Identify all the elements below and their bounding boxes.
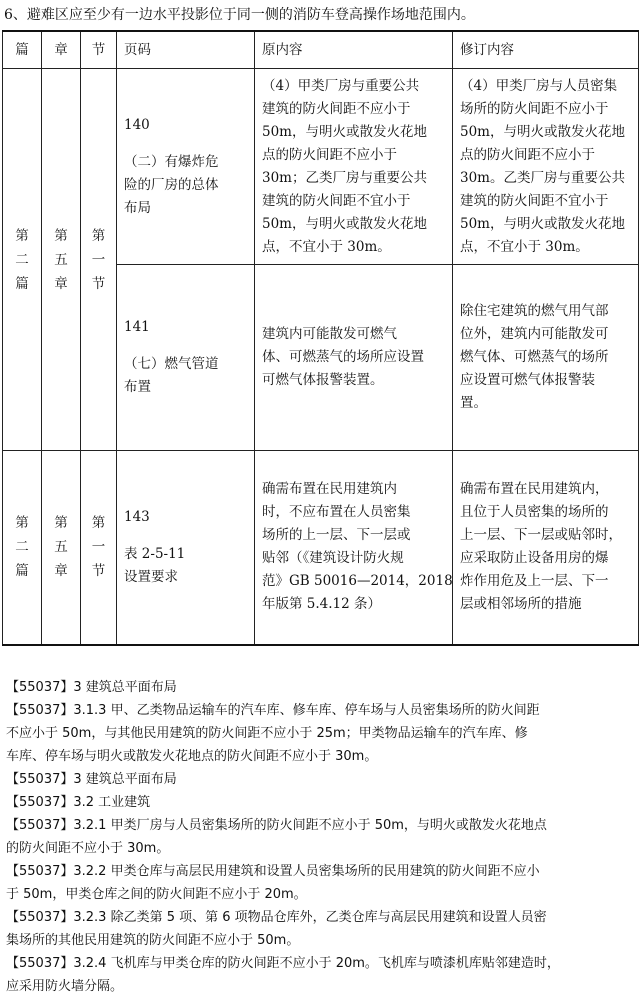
cell-text-line: 年版第 5.4.12 条）: [262, 596, 382, 613]
note-line: 集场所的其他民用建筑的防火间距不应小于 50m。: [6, 933, 300, 948]
original-cell: [255, 451, 453, 645]
cell-text-line: 时，不应布置在人员密集: [262, 504, 411, 521]
cell-text-line: （4）甲类厂房与人员密集: [460, 77, 618, 94]
revised-cell: [453, 69, 639, 265]
cell-text-line: 50m，与明火或散发火花地: [460, 123, 625, 140]
note-line: 的防火间距不应小于 30m。: [6, 841, 170, 856]
section-title-line: 险的厂房的总体: [124, 176, 219, 193]
revised-cell: [453, 265, 639, 451]
cell-text-line: 炸作用危及上一层、下一: [460, 573, 609, 590]
note-line: 【55037】3.2.4 飞机库与甲类仓库的防火间距不应小于 20m。飞机库与喷漆机库贴邻建造时，: [6, 956, 560, 971]
cell-text-line: 范》GB 50016—2014，2018: [262, 573, 453, 590]
cell-text-line: 点的防火间距不应小于: [460, 146, 595, 163]
revised-cell: [453, 451, 639, 645]
original-cell: [255, 265, 453, 451]
cell-text-line: 点，不宜小于 30m。: [460, 238, 589, 255]
cell-text-line: 场所的上一层、下一层或: [262, 527, 411, 544]
note-line: 【55037】3.2 工业建筑: [6, 795, 151, 810]
jie-cell: 第一节: [81, 69, 117, 451]
cell-text-line: 贴邻（《建筑设计防火规: [262, 550, 404, 567]
note-line: 于 50m，甲类仓库之间的防火间距不应小于 20m。: [6, 887, 307, 902]
cell-text-line: 30m。乙类厂房与重要公共: [460, 169, 625, 186]
section-title-line: 布置: [124, 379, 151, 395]
cell-text-line: 50m，与明火或散发火花地: [262, 215, 427, 232]
cell-text-line: 燃气体、可燃蒸气的场所: [460, 349, 609, 365]
cell-text-line: 50m，与明火或散发火花地: [262, 123, 427, 140]
cell-text-line: 点，不宜小于 30m。: [262, 238, 391, 255]
note-line: 【55037】3.2.1 甲类厂房与人员密集场所的防火间距不应小于 50m，与明火或散发火花地点: [6, 818, 547, 833]
cell-text-line: 可燃气体报警装置。: [262, 372, 384, 388]
cell-text-line: 场所的防火间距不应小于: [460, 100, 609, 117]
header-revised: 修订内容: [453, 31, 639, 69]
cell-text-line: 点的防火间距不应小于: [262, 146, 397, 163]
header-original: 原内容: [255, 31, 453, 69]
note-line: 车库、停车场与明火或散发火花地点的防火间距不应小于 30m。: [6, 749, 378, 764]
section-title-line: 布局: [124, 199, 151, 216]
header-jie: 节: [81, 31, 117, 69]
note-line: 应采用防火墙分隔。: [6, 979, 124, 994]
table-row: [3, 451, 639, 645]
note-line: 【55037】3 建筑总平面布局: [6, 772, 177, 787]
revision-table: [2, 30, 639, 646]
note-line: 【55037】3 建筑总平面布局: [6, 680, 177, 695]
cell-text-line: 应设置可燃气体报警装: [460, 372, 595, 388]
pian-cell: 第二篇: [3, 69, 42, 451]
cell-text-line: 建筑内可能散发可燃气: [262, 326, 397, 342]
section-heading: 6、避难区应至少有一边水平投影位于同一侧的消防车登高操作场地范围内。: [4, 7, 475, 23]
cell-text-line: 建筑的防火间距不宜小于: [262, 192, 411, 209]
zhang-cell: 第五章: [42, 69, 81, 451]
note-line: 【55037】3.1.3 甲、乙类物品运输车的汽车库、修车库、停车场与人员密集场所的防火间距: [6, 703, 540, 718]
cell-text-line: 建筑的防火间距不宜小于: [460, 192, 609, 209]
cell-text-line: 位外，建筑内可能散发可: [460, 326, 609, 342]
cell-text-line: 确需布置在民用建筑内，: [460, 481, 609, 498]
cell-text-line: 除住宅建筑的燃气用气部: [460, 303, 609, 319]
section-title-line: 设置要求: [124, 568, 178, 585]
page-number: 140: [124, 116, 150, 133]
header-pian: 篇: [3, 31, 42, 69]
page-number: 143: [124, 508, 150, 525]
cell-text-line: （4）甲类厂房与重要公共: [262, 77, 420, 94]
page-cell: [117, 265, 255, 451]
zhang-cell: 第五章: [42, 451, 81, 645]
page-cell: [117, 451, 255, 645]
note-line: 【55037】3.2.3 除乙类第 5 项、第 6 项物品仓库外，乙类仓库与高层民用建筑和设置人员密: [6, 910, 547, 925]
cell-text-line: 应采取防止设备用房的爆: [460, 550, 609, 567]
header-page: 页码: [117, 31, 255, 69]
standard-notes: [6, 676, 636, 998]
cell-text-line: 体、可燃蒸气的场所应设置: [262, 349, 424, 365]
table-header-row: [3, 31, 639, 69]
note-line: 不应小于 50m，与其他民用建筑的防火间距不应小于 25m；甲类物品运输车的汽车库、修: [6, 726, 528, 741]
table-row: [3, 69, 639, 265]
page-number: 141: [124, 319, 150, 335]
section-title-line: 表 2-5-11: [124, 545, 186, 562]
cell-text-line: 建筑的防火间距不应小于: [262, 100, 411, 117]
jie-cell: 第一节: [81, 451, 117, 645]
cell-text-line: 30m；乙类厂房与重要公共: [262, 169, 427, 186]
cell-text-line: 置。: [460, 395, 487, 411]
cell-text-line: 50m，与明火或散发火花地: [460, 215, 625, 232]
section-title-line: （二）有爆炸危: [124, 153, 219, 170]
note-line: 【55037】3.2.2 甲类仓库与高层民用建筑和设置人员密集场所的民用建筑的防火间距不应小: [6, 864, 540, 879]
cell-text-line: 层或相邻场所的措施: [460, 596, 582, 613]
header-zhang: 章: [42, 31, 81, 69]
page-cell: [117, 69, 255, 265]
cell-text-line: 且位于人员密集的场所的: [460, 504, 609, 521]
cell-text-line: 确需布置在民用建筑内: [262, 481, 397, 498]
original-cell: [255, 69, 453, 265]
section-title-line: （七）燃气管道: [124, 356, 219, 372]
pian-cell: 第二篇: [3, 451, 42, 645]
cell-text-line: 上一层、下一层或贴邻时，: [460, 527, 622, 544]
